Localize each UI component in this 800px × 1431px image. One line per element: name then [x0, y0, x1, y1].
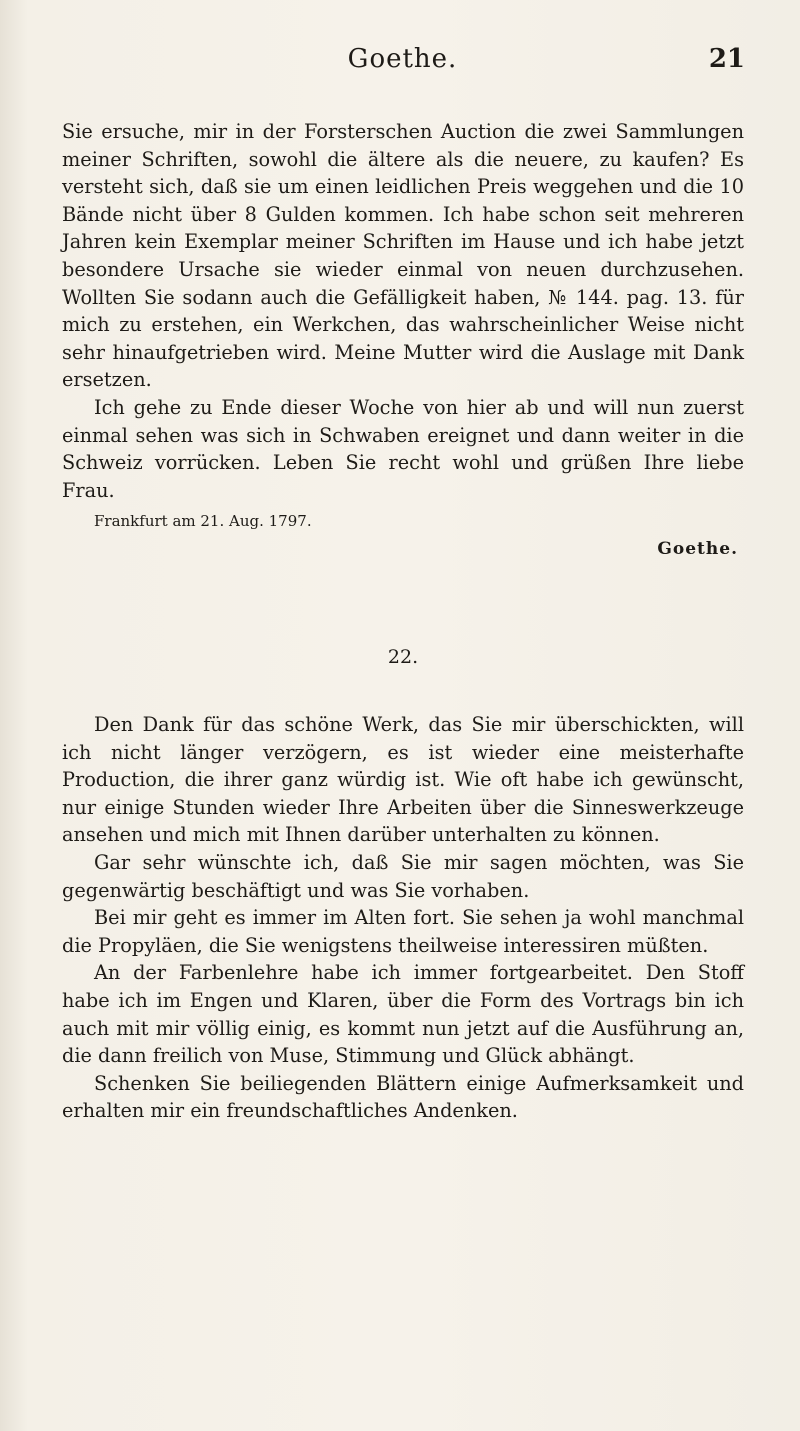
- letter-22-paragraph: Schenken Sie beiliegenden Blättern einige Aufmerksamkeit und erhalten mir ein freundschaftliches Andenken.: [62, 1071, 744, 1123]
- letter-21-paragraph-2: Ich gehe zu Ende dieser Woche von hier ab und will nun zuerst einmal sehen was sich in Schwaben ereignet und dann weiter in die Schweiz vorrücken. Leben Sie recht wohl und grüßen Ihre liebe Frau.: [62, 395, 744, 502]
- letter-22-paragraph: Den Dank für das schöne Werk, das Sie mir überschickten, will ich nicht länger verzögern, es ist wieder eine meisterhafte Production, die ihrer ganz würdig ist. Wie oft habe ich gewünscht, nur einige Stunden wieder Ihre Arbeiten über die Sinneswerkzeuge ansehen und mich mit Ihnen darüber unterhalten zu können.: [62, 713, 744, 847]
- running-title: Goethe.: [347, 44, 458, 74]
- letter-22-paragraph: Gar sehr wünschte ich, daß Sie mir sagen möchten, was Sie gegenwärtig beschäftigt und was Sie vorhaben.: [62, 851, 744, 902]
- letter-number: 22.: [387, 645, 419, 668]
- letter-22-paragraph: An der Farbenlehre habe ich immer fortgearbeitet. Den Stoff habe ich im Engen und Klaren, über die Form des Vortrags bin ich auch mit mir völlig einig, es kommt nun jetzt auf die Ausführung an, die dann freilich von Muse, Stimmung und Glück abhängt.: [62, 961, 744, 1068]
- dateline: Frankfurt am 21. Aug. 1797.: [94, 512, 312, 531]
- running-head: [60, 44, 745, 84]
- signature: Goethe.: [657, 538, 738, 559]
- letter-21-paragraph-1: Sie ersuche, mir in der Forsterschen Auction die zwei Sammlungen meiner Schriften, sowohl die ältere als die neuere, zu kaufen? Es versteht sich, daß sie um einen leidlichen Preis weggehen und die 10 Bände nicht über 8 Gulden kommen. Ich habe schon seit mehreren Jahren kein Exemplar meiner Schriften im Hause und ich habe jetzt besondere Ursache sie wieder einmal von neuen durchzusehen. Wollten Sie sodann auch die Gefälligkeit haben, № 144. pag. 13. für mich zu erstehen, ein Werkchen, das wahrscheinlicher Weise nicht sehr hinaufgetrieben wird. Meine Mutter wird die Auslage mit Dank ersetzen.: [62, 120, 744, 392]
- letter-22-paragraph: Bei mir geht es immer im Alten fort. Sie sehen ja wohl manchmal die Propyläen, die Sie wenigstens theilweise interessiren müßten.: [62, 906, 744, 957]
- body-text: [62, 118, 744, 1125]
- page-number: 21: [708, 44, 745, 74]
